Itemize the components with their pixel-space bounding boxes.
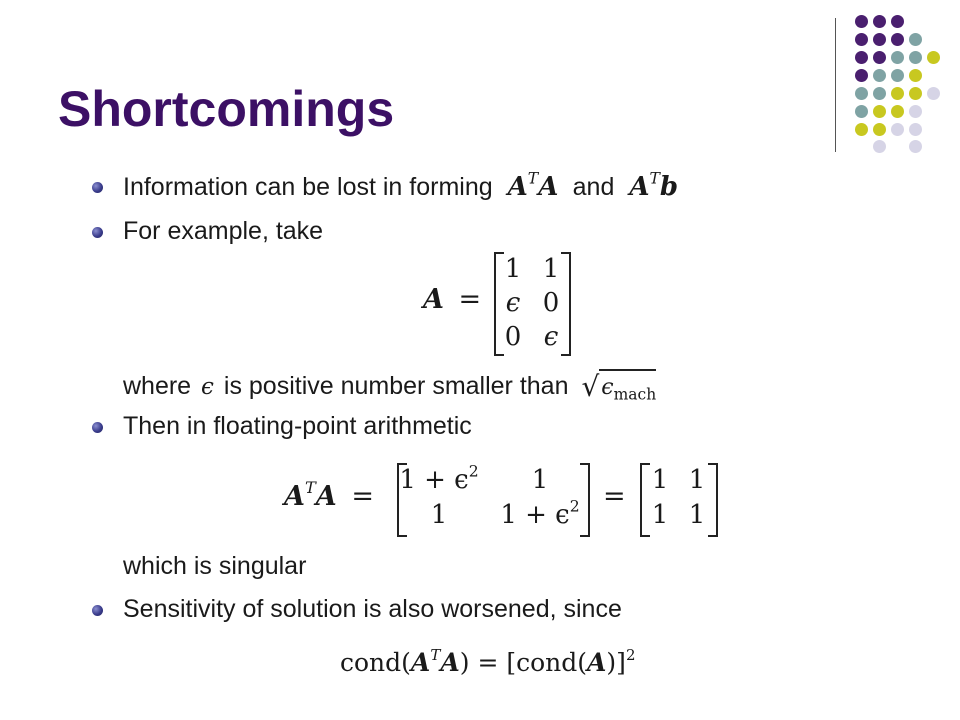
matrix-bracket-right [708,463,718,537]
header-divider-line [835,18,836,152]
decorative-dot [891,123,904,136]
decorative-dot [909,105,922,118]
matrix-bracket-left [640,463,650,537]
decorative-dot [927,51,940,64]
matrix-bracket-right [561,252,571,356]
decorative-dot [855,33,868,46]
decorative-dot [873,69,886,82]
matrix-bracket-right [580,463,590,537]
decorative-dot [927,87,940,100]
decorative-dot [891,105,904,118]
bullet-text: For example, take [123,217,324,245]
matrix-cell: ϵ [505,288,521,318]
matrix-cell: 1 [651,500,669,530]
decorative-dot [891,87,904,100]
singular-line: which is singular [123,552,307,580]
epsilon-symbol: ϵ [201,374,214,400]
matrix-cell: 0 [542,288,560,318]
slide-title: Shortcomings [58,81,395,137]
matrix-cell: 1 [531,465,549,495]
bullet-icon [92,605,103,616]
where-epsilon-line: where ϵ is positive number smaller than $√\epsilon_{mach}$ [123,370,657,404]
decorative-dot [873,33,886,46]
decorative-dot [855,51,868,64]
decorative-dot [891,33,904,46]
decorative-dot [909,51,922,64]
matrix-cell: 1 [430,500,448,530]
matrix-cell: 1 [688,500,706,530]
decorative-dot [909,69,922,82]
decorative-dot [873,105,886,118]
decorative-dot [873,87,886,100]
matrix-cell: $1 + \epsilon^2$ [500,497,580,530]
decorative-dot [855,123,868,136]
sqrt-icon: √ [581,370,600,403]
matrix-cell: ϵ [543,322,559,352]
decorative-dot [909,140,922,153]
math-ata: $A^TA$ [507,169,559,202]
bullet-icon [92,227,103,238]
matrix-cell: $1 + \epsilon^2$ [399,462,479,495]
decorative-dot [909,123,922,136]
decorative-dot [855,15,868,28]
decorative-dot [891,69,904,82]
decorative-dot [909,87,922,100]
decorative-dot [873,51,886,64]
bullet-text: Information can be lost in forming [123,173,493,201]
matrix-cell: 1 [688,465,706,495]
math-atb: $A^Tb$ [629,169,679,202]
decorative-dot [909,33,922,46]
bullet-text: Sensitivity of solution is also worsened, since [123,595,622,623]
matrix-cell: 1 [542,254,560,284]
matrix-bracket-left [494,252,504,356]
decorative-dot [855,87,868,100]
decorative-dot [891,15,904,28]
decorative-dot [855,69,868,82]
bullet-icon [92,182,103,193]
decorative-dot [873,123,886,136]
decorative-dot [891,51,904,64]
matrix-cell: 0 [504,322,522,352]
decorative-dot [855,105,868,118]
matrix-cell: 1 [651,465,669,495]
matrix-cell: 1 [504,254,522,284]
equals-sign: = [603,481,626,512]
decorative-dot [873,15,886,28]
cond-equation: $cond(A^TA)$ = [cond(A)]$^2$ [340,645,636,677]
decorative-dot [873,140,886,153]
and-word: and [572,173,615,201]
sqrt-epsilon-mach: $√\epsilon_{mach}$ [581,370,657,404]
bullet-icon [92,422,103,433]
bullet-text: Then in floating-point arithmetic [123,412,472,440]
